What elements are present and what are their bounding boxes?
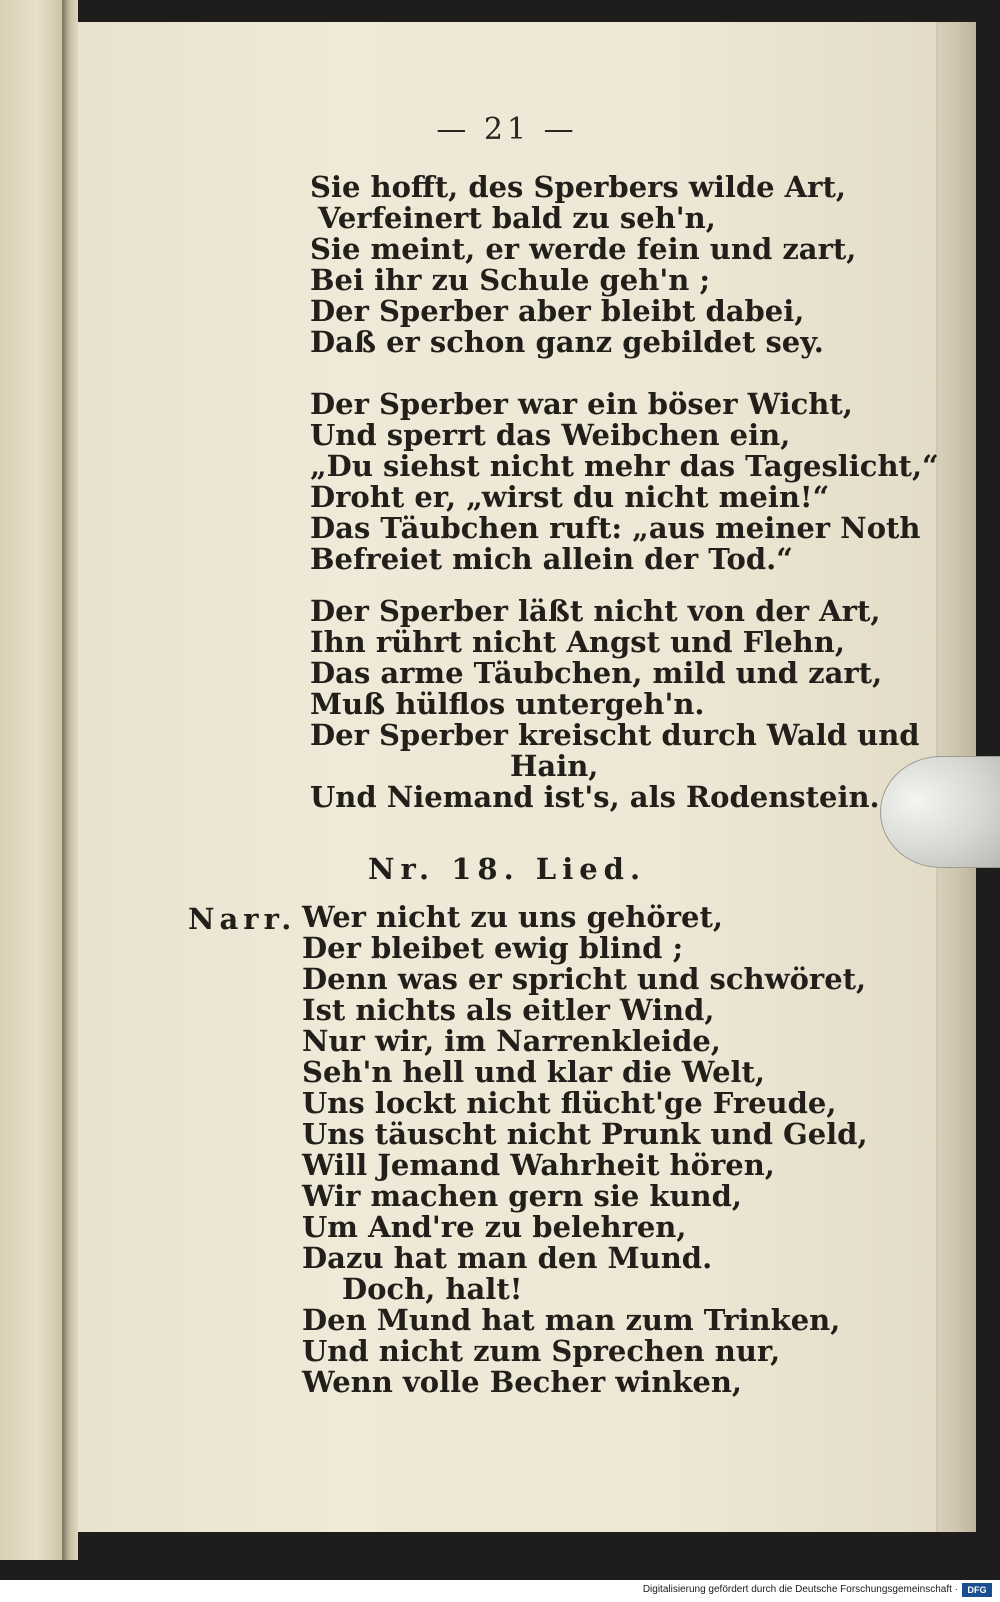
verse-line: Uns täuscht nicht Prunk und Geld, <box>302 1117 868 1151</box>
book-page <box>78 22 939 1532</box>
verse-line: Wer nicht zu uns gehöret, <box>302 900 723 934</box>
verse-line: Befreiet mich allein der Tod.“ <box>310 542 793 576</box>
verse-line: Und sperrt das Weibchen ein, <box>310 418 791 452</box>
verse-line: Wenn volle Becher winken, <box>302 1365 743 1399</box>
stanza-1 <box>310 172 856 358</box>
verse-line: Sie meint, er werde fein und zart, <box>310 232 857 266</box>
verse-line: Droht er, „wirst du nicht mein!“ <box>310 480 830 514</box>
verse-line: Der Sperber läßt nicht von der Art, <box>310 594 881 628</box>
song-heading: Nr. 18. Lied. <box>367 852 647 886</box>
page-holder-clip <box>880 756 1000 868</box>
verse-line: Und Niemand ist's, als Rodenstein. <box>310 780 880 814</box>
verse-line: Denn was er spricht und schwöret, <box>302 962 867 996</box>
verse-line: Um And're zu belehren, <box>302 1210 687 1244</box>
verse-line: Das arme Täubchen, mild und zart, <box>310 656 883 690</box>
verse-line: Das Täubchen ruft: „aus meiner Noth <box>310 511 921 545</box>
digitization-credit: Digitalisierung gefördert durch die Deutsche Forschungsgemeinschaft · <box>642 1584 958 1595</box>
verse-line: Ihn rührt nicht Angst und Flehn, <box>310 625 845 659</box>
verse-line: Der Sperber war ein böser Wicht, <box>310 387 853 421</box>
verse-line: Der bleibet ewig blind ; <box>302 931 684 965</box>
verse-line: Seh'n hell und klar die Welt, <box>302 1055 766 1089</box>
verse-line: Doch, halt! <box>342 1272 523 1306</box>
facing-page <box>0 0 64 1560</box>
stanza-3 <box>310 596 920 813</box>
speaker-label: Narr. <box>188 902 297 936</box>
verse-line-continuation: Hain, <box>510 749 599 783</box>
verse-line: Uns lockt nicht flücht'ge Freude, <box>302 1086 837 1120</box>
verse-line: Muß hülflos untergeh'n. <box>310 687 705 721</box>
page-number: — 21 — <box>436 112 578 147</box>
verse-line: Dazu hat man den Mund. <box>302 1241 713 1275</box>
verse-line: Bei ihr zu Schule geh'n ; <box>310 263 711 297</box>
verse-line: Sie hofft, des Sperbers wilde Art, <box>310 170 846 204</box>
verse-line: Und nicht zum Sprechen nur, <box>302 1334 781 1368</box>
verse-line: Der Sperber kreischt durch Wald und <box>310 718 920 752</box>
stanza-2 <box>310 389 939 575</box>
verse-line: Verfeinert bald zu seh'n, <box>318 201 716 235</box>
song-verse <box>302 902 868 1398</box>
verse-line: Ist nichts als eitler Wind, <box>302 993 715 1027</box>
dfg-logo: DFG <box>962 1583 992 1597</box>
verse-line: Nur wir, im Narrenkleide, <box>302 1024 721 1058</box>
verse-line: Daß er schon ganz gebildet sey. <box>310 325 824 359</box>
verse-line: „Du siehst nicht mehr das Tageslicht,“ <box>310 449 939 483</box>
verse-line: Den Mund hat man zum Trinken, <box>302 1303 841 1337</box>
verse-line: Der Sperber aber bleibt dabei, <box>310 294 805 328</box>
book-spine <box>62 0 78 1560</box>
verse-line: Will Jemand Wahrheit hören, <box>302 1148 775 1182</box>
verse-line: Wir machen gern sie kund, <box>302 1179 743 1213</box>
